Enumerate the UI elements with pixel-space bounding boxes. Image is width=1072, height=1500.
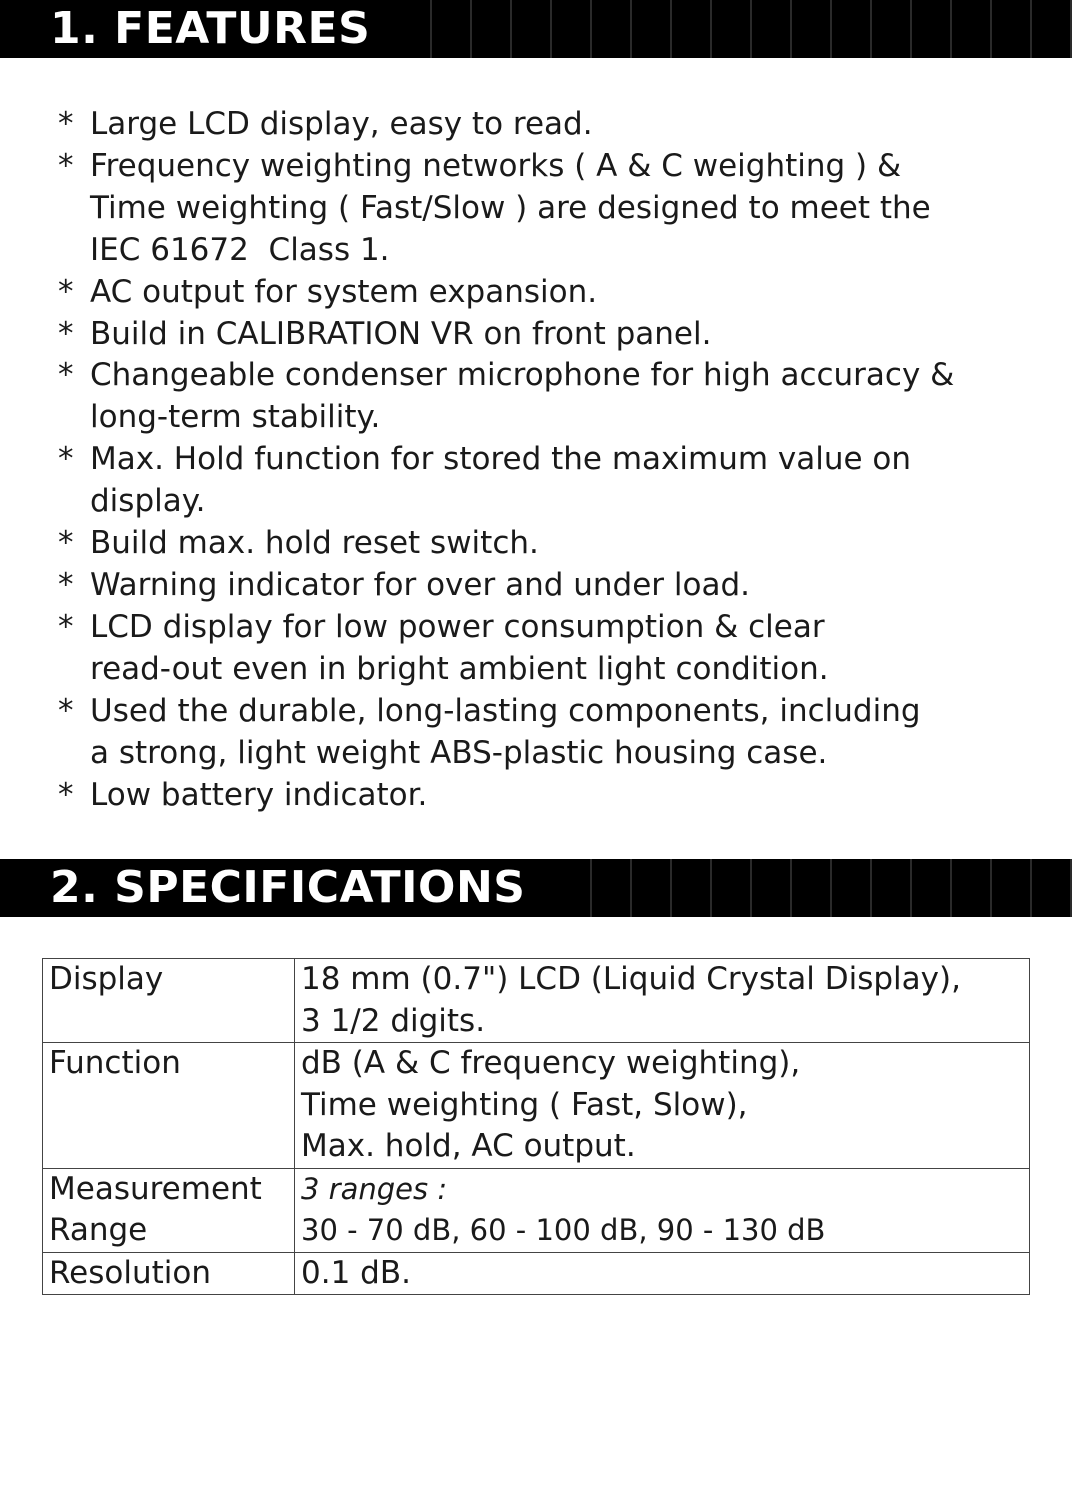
bullet-asterisk: * xyxy=(58,315,74,352)
header-stripe xyxy=(710,859,712,917)
feature-item xyxy=(58,272,1048,314)
feature-text: display. xyxy=(90,483,206,520)
bullet-asterisk xyxy=(58,649,90,691)
bullet-asterisk xyxy=(58,397,90,439)
spec-value-line: 18 mm (0.7") LCD (Liquid Crystal Display), xyxy=(301,961,961,997)
feature-item-continuation xyxy=(58,649,1048,691)
bullet-asterisk: * xyxy=(58,441,74,478)
feature-text: IEC 61672 Class 1. xyxy=(90,231,390,268)
specifications-table xyxy=(42,958,1030,1295)
spec-label-line: Resolution xyxy=(49,1254,211,1291)
spec-value-line: dB (A & C frequency weighting), xyxy=(301,1045,801,1081)
spec-row xyxy=(43,1043,1030,1169)
feature-item-continuation xyxy=(58,481,1048,523)
spec-value-line: 30 - 70 dB, 60 - 100 dB, 90 - 130 dB xyxy=(301,1213,826,1247)
header-stripe xyxy=(910,859,912,917)
feature-text: long-term stability. xyxy=(90,399,381,436)
bullet-asterisk: * xyxy=(58,106,74,142)
feature-text: Time weighting ( Fast/Slow ) are designed to meet the xyxy=(90,189,931,226)
feature-item xyxy=(58,565,1048,607)
header-stripe xyxy=(630,0,632,58)
feature-item xyxy=(58,691,1048,733)
header-stripe xyxy=(950,0,952,58)
feature-item xyxy=(58,104,1048,146)
spec-row xyxy=(43,1252,1030,1295)
header-stripe xyxy=(830,0,832,58)
features-header-bar xyxy=(0,0,1072,58)
header-stripe xyxy=(950,859,952,917)
feature-text: Low battery indicator. xyxy=(90,776,428,813)
spec-label xyxy=(43,1252,295,1295)
feature-text: Changeable condenser microphone for high accuracy & xyxy=(90,357,955,394)
header-stripe xyxy=(750,0,752,58)
spec-row xyxy=(43,959,1030,1043)
feature-text: read-out even in bright ambient light condition. xyxy=(90,650,829,687)
spec-label xyxy=(43,959,295,1043)
spec-label xyxy=(43,1168,295,1252)
spec-value xyxy=(295,959,1030,1043)
spec-value-line: 0.1 dB. xyxy=(301,1254,411,1291)
bullet-asterisk xyxy=(58,481,90,523)
feature-item xyxy=(58,775,1048,817)
spec-value xyxy=(295,1252,1030,1295)
feature-item xyxy=(58,355,1048,397)
bullet-asterisk: * xyxy=(58,273,74,310)
features-list xyxy=(58,104,1048,816)
bullet-asterisk xyxy=(58,733,90,775)
spec-value xyxy=(295,1043,1030,1169)
header-stripe xyxy=(1030,859,1032,917)
spec-row xyxy=(43,1168,1030,1252)
bullet-asterisk: * xyxy=(58,608,74,645)
header-stripe xyxy=(750,859,752,917)
header-stripe xyxy=(590,859,592,917)
bullet-asterisk: * xyxy=(58,776,74,813)
feature-item xyxy=(58,314,1048,356)
feature-item-continuation xyxy=(58,188,1048,230)
specifications-heading: 2. SPECIFICATIONS xyxy=(50,862,526,913)
header-stripe xyxy=(510,0,512,58)
spec-value xyxy=(295,1168,1030,1252)
features-heading: 1. FEATURES xyxy=(50,3,371,54)
feature-item-continuation xyxy=(58,733,1048,775)
feature-text: Warning indicator for over and under load. xyxy=(90,566,751,603)
bullet-asterisk: * xyxy=(58,692,74,729)
spec-label-line: Measurement xyxy=(49,1170,262,1207)
bullet-asterisk xyxy=(58,188,90,230)
spec-value-line: 3 1/2 digits. xyxy=(301,1002,486,1039)
header-stripe xyxy=(470,0,472,58)
bullet-asterisk: * xyxy=(58,357,74,394)
header-stripe xyxy=(830,859,832,917)
header-stripe xyxy=(430,0,432,58)
spec-value-line: Time weighting ( Fast, Slow), xyxy=(301,1086,748,1123)
feature-text: Used the durable, long-lasting components, including xyxy=(90,692,921,729)
specifications-header-bar xyxy=(0,859,1072,917)
feature-text: AC output for system expansion. xyxy=(90,273,598,310)
header-stripe xyxy=(550,0,552,58)
header-stripe xyxy=(670,0,672,58)
header-stripe xyxy=(590,0,592,58)
feature-item-continuation xyxy=(58,230,1048,272)
feature-item xyxy=(58,607,1048,649)
feature-text: Large LCD display, easy to read. xyxy=(90,106,593,142)
header-stripe xyxy=(1030,0,1032,58)
spec-value-line: Max. hold, AC output. xyxy=(301,1128,636,1164)
header-stripe xyxy=(990,0,992,58)
header-stripe xyxy=(870,859,872,917)
feature-text: a strong, light weight ABS-plastic housing case. xyxy=(90,734,828,771)
feature-item xyxy=(58,523,1048,565)
spec-label-line: Function xyxy=(49,1045,181,1081)
spec-label-line: Display xyxy=(49,961,164,997)
spec-label xyxy=(43,1043,295,1169)
bullet-asterisk xyxy=(58,230,90,272)
spec-label-line: Range xyxy=(49,1212,148,1248)
feature-text: Max. Hold function for stored the maximum value on xyxy=(90,441,912,478)
header-stripe xyxy=(670,859,672,917)
spec-value-line: 3 ranges : xyxy=(301,1171,448,1206)
header-stripe xyxy=(790,0,792,58)
feature-text: Frequency weighting networks ( A & C weighting ) & xyxy=(90,147,902,184)
feature-item xyxy=(58,439,1048,481)
feature-item-continuation xyxy=(58,397,1048,439)
feature-text: Build max. hold reset switch. xyxy=(90,525,539,562)
header-stripe xyxy=(870,0,872,58)
header-stripe xyxy=(790,859,792,917)
header-stripe xyxy=(710,0,712,58)
bullet-asterisk: * xyxy=(58,566,74,603)
bullet-asterisk: * xyxy=(58,147,74,184)
header-stripe xyxy=(630,859,632,917)
feature-text: Build in CALIBRATION VR on front panel. xyxy=(90,315,712,352)
header-stripe xyxy=(990,859,992,917)
bullet-asterisk: * xyxy=(58,525,74,562)
header-stripe xyxy=(910,0,912,58)
feature-item xyxy=(58,146,1048,188)
feature-text: LCD display for low power consumption & clear xyxy=(90,608,825,645)
